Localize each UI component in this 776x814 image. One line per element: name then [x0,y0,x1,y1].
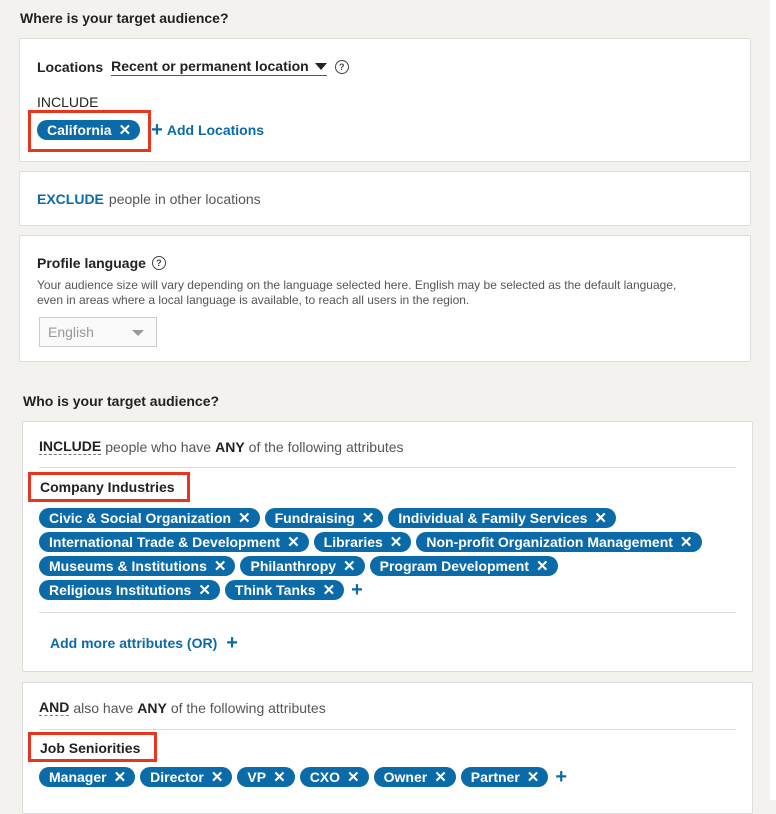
industry-chip [416,532,701,552]
add-industry-plus-icon[interactable]: + [351,579,363,601]
exclude-card[interactable] [19,171,751,226]
close-icon[interactable]: ✕ [113,768,127,786]
close-icon[interactable]: ✕ [273,768,286,786]
include-attributes-card [22,421,753,672]
industry-chip [225,580,344,600]
job-seniorities-label: Job Seniorities [40,740,141,756]
chip-label: CXO [309,769,341,785]
add-more-label: Add more attributes (OR) [50,635,218,651]
exclude-keyword[interactable]: EXCLUDE [37,191,104,207]
seniority-chip [140,767,232,787]
and-text-tail: of the following attributes [170,699,326,716]
close-icon[interactable]: ✕ [526,768,540,786]
location-mode-value: Recent or permanent location [111,58,309,74]
industry-chip [388,508,616,528]
close-icon[interactable]: ✕ [238,509,251,527]
and-text: also have [73,699,134,716]
seniority-chip [300,767,369,787]
include-any: ANY [215,438,245,455]
divider [39,729,736,730]
industry-chip [240,556,364,576]
seniority-chip [374,767,456,787]
industry-chip [39,580,220,600]
company-industries-label: Company Industries [40,479,175,495]
exclude-text: people in other locations [108,191,261,207]
close-icon[interactable]: ✕ [434,768,447,786]
highlight-box-seniorities [28,732,157,762]
chip-label: Religious Institutions [49,582,192,598]
location-chip-label: California [47,122,112,138]
chip-label: International Trade & Development [49,534,281,550]
chip-label: Civic & Social Organization [49,510,232,526]
plus-icon: + [151,119,163,141]
close-icon[interactable]: ✕ [594,509,607,527]
and-any: ANY [137,699,167,716]
chip-label: Director [150,769,204,785]
divider [39,467,736,468]
industry-chip [39,556,235,576]
plus-icon: + [226,632,238,654]
and-sentence [39,699,326,716]
chip-label: Philanthropy [250,558,337,574]
seniority-chip [237,767,294,787]
close-icon[interactable]: ✕ [361,509,375,527]
language-value: English [48,324,94,340]
include-label: INCLUDE [37,94,99,110]
chip-label: Owner [383,769,428,785]
location-mode-select[interactable] [111,58,327,76]
industry-chip [370,556,558,576]
who-heading: Who is your target audience? [23,393,220,409]
close-icon[interactable]: ✕ [389,533,403,551]
close-icon[interactable]: ✕ [536,557,549,575]
profile-language-card [19,235,751,362]
close-icon[interactable]: ✕ [198,581,211,599]
description-line-1: Your audience size will vary depending on the language selected here. English may be selected as the default language, [37,278,677,292]
include-keyword[interactable]: INCLUDE [39,438,102,454]
add-locations-label: Add Locations [166,122,265,138]
help-icon[interactable]: ? [152,256,166,270]
caret-down-icon [315,63,327,70]
industry-chip [265,508,384,528]
close-icon[interactable]: ✕ [322,581,336,599]
include-text-tail: of the following attributes [248,438,404,455]
highlight-box-industries [28,472,190,502]
add-locations-button[interactable] [151,120,264,140]
industry-chip [314,532,412,552]
profile-language-label: Profile language [37,255,146,271]
close-icon[interactable]: ✕ [118,121,132,139]
industry-chip [39,508,260,528]
close-icon[interactable]: ✕ [343,557,356,575]
where-heading: Where is your target audience? [20,10,229,26]
seniority-chip [39,767,135,787]
chip-label: Museums & Institutions [49,558,207,574]
profile-language-description [37,278,676,308]
add-more-attributes-button[interactable] [50,633,238,653]
close-icon[interactable]: ✕ [347,768,360,786]
locations-label: Locations [37,59,104,75]
help-icon[interactable]: ? [335,60,349,74]
close-icon[interactable]: ✕ [679,533,693,551]
chip-label: Individual & Family Services [398,510,588,526]
language-dropdown[interactable] [39,317,157,347]
industry-chip [39,532,309,552]
chip-label: Libraries [323,534,383,550]
seniority-chip [461,767,549,787]
description-line-2: even in areas where a local language is available, to reach all users in the region. [37,293,470,307]
chip-label: Manager [49,769,107,785]
highlight-box-location [28,110,151,152]
chip-label: Fundraising [274,510,355,526]
and-keyword[interactable]: AND [39,699,70,715]
chevron-down-icon [132,330,144,336]
scroll-frame-edge [770,0,776,800]
include-sentence [39,438,404,455]
chip-label: Program Development [379,558,529,574]
close-icon[interactable]: ✕ [213,557,227,575]
chip-label: Non-profit Organization Management [426,534,673,550]
add-seniority-plus-icon[interactable]: + [555,766,568,788]
close-icon[interactable]: ✕ [210,768,224,786]
chip-label: Partner [470,769,520,785]
chip-label: VP [247,769,267,785]
include-text: people who have [105,438,212,455]
divider [39,612,736,613]
close-icon[interactable]: ✕ [287,533,300,551]
chip-label: Think Tanks [234,582,316,598]
